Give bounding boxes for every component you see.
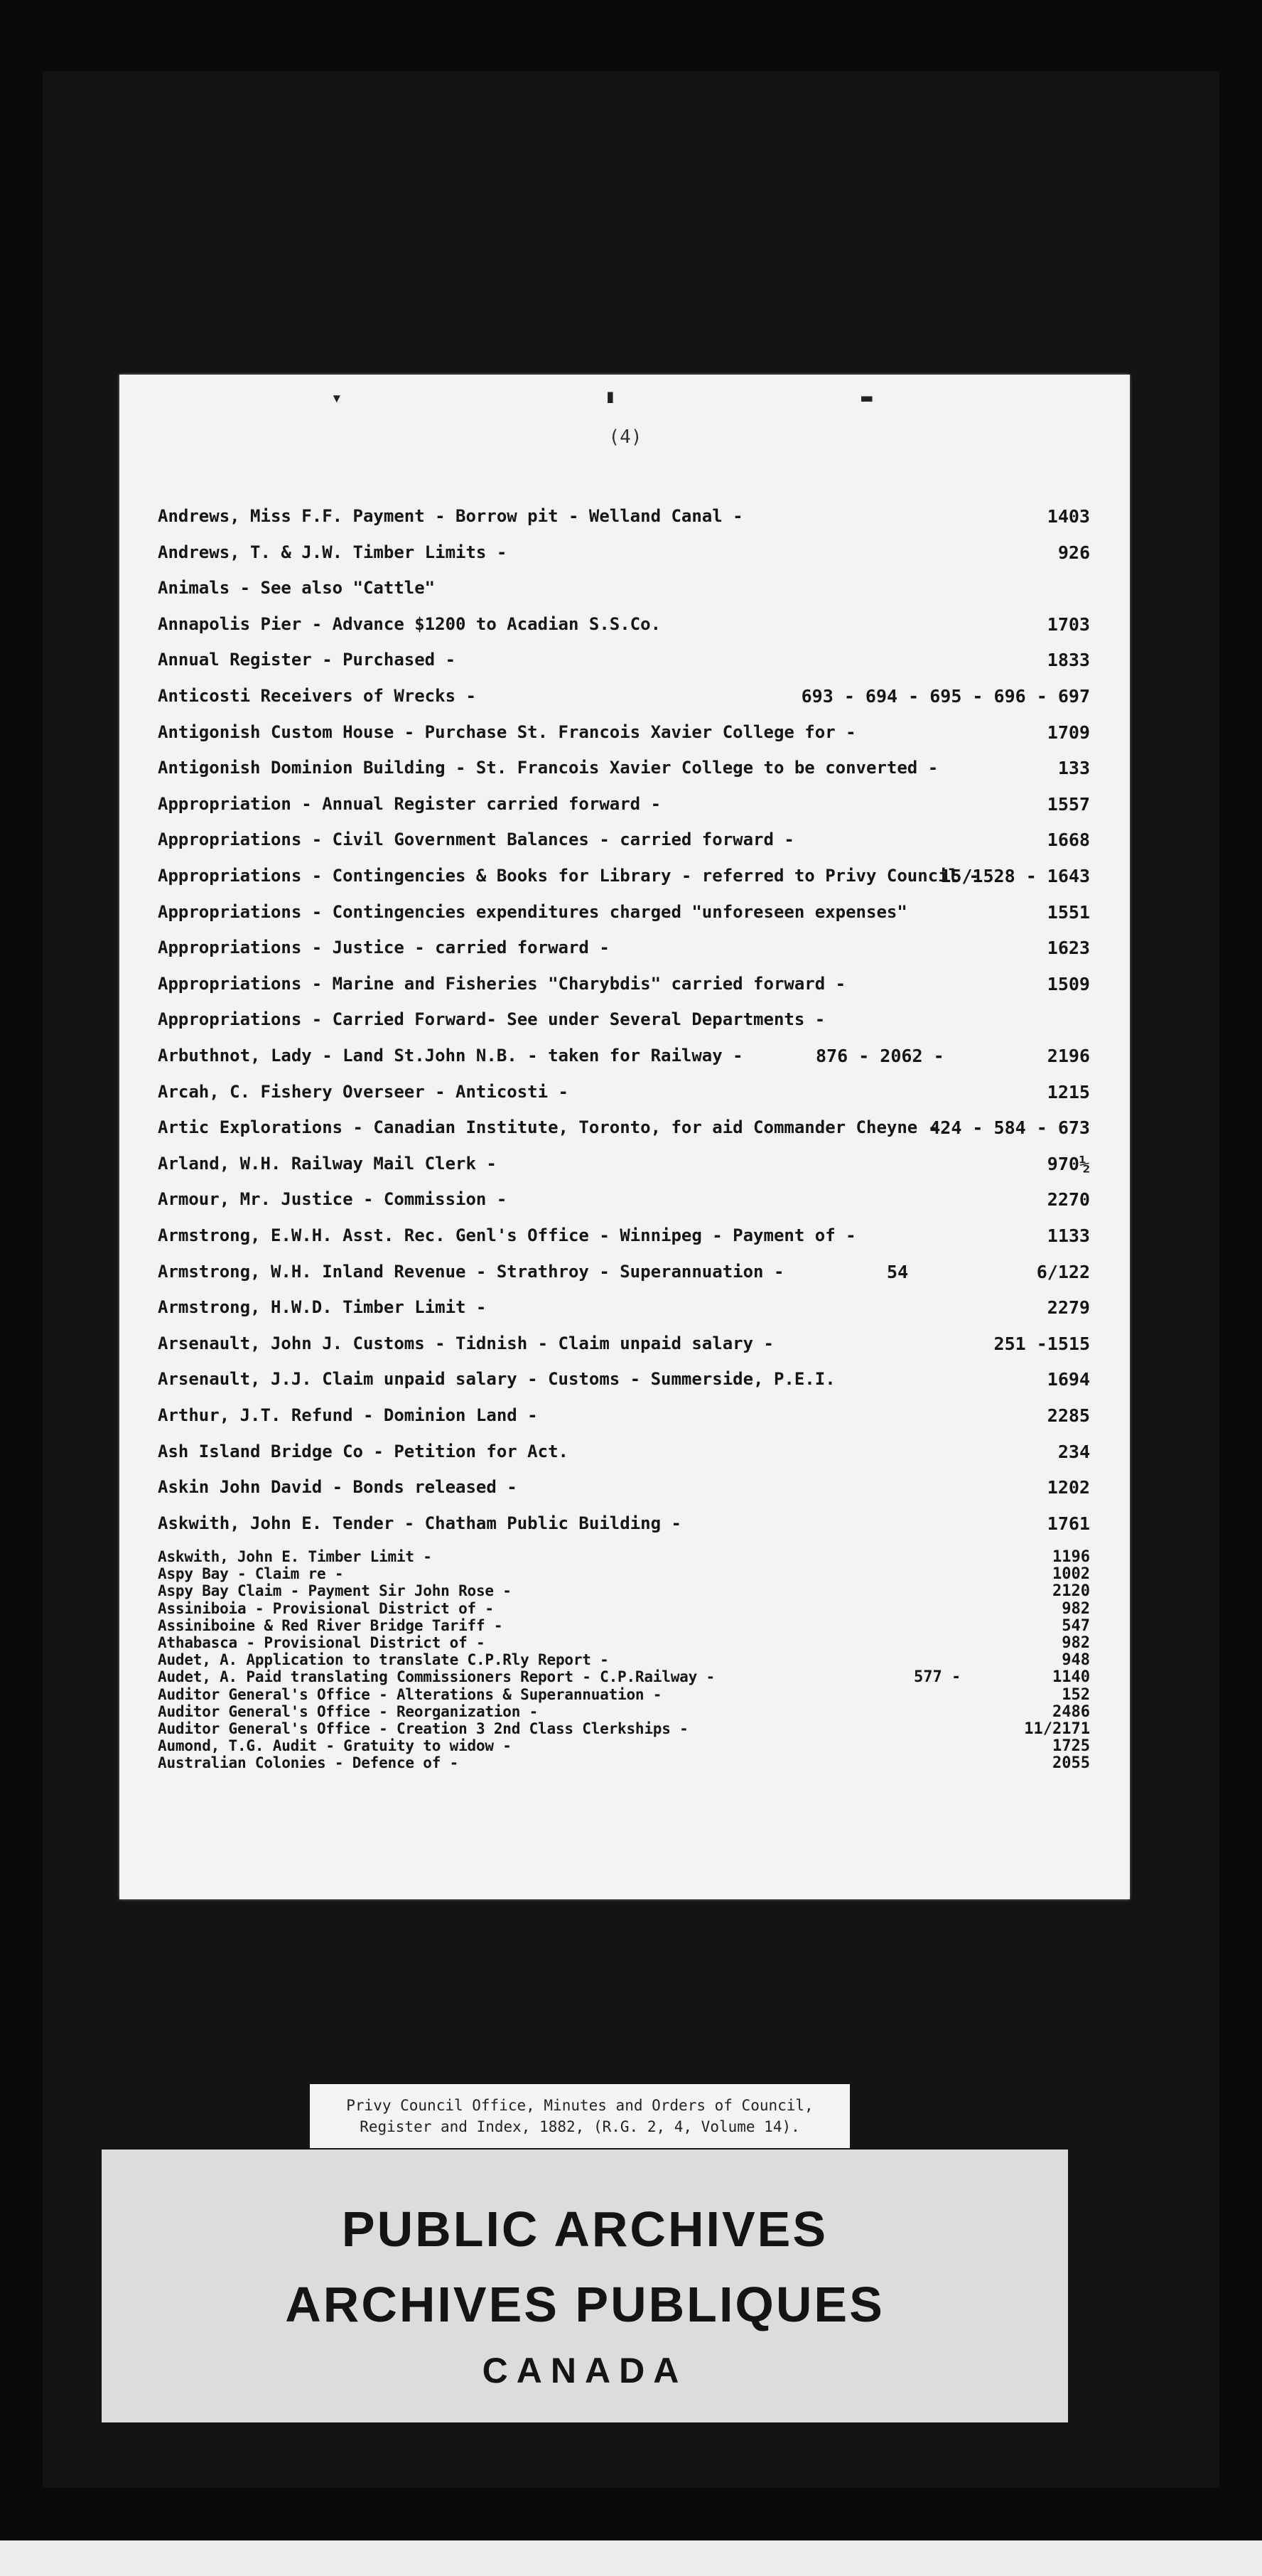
entry-subject: Annual Register - Purchased -	[158, 650, 456, 670]
entry-page-ref: 1133	[1047, 1225, 1090, 1246]
punch-mark: ▬	[861, 387, 873, 409]
entry-subject: Aspy Bay Claim - Payment Sir John Rose -	[158, 1582, 512, 1600]
entry-subject: Appropriations - Carried Forward- See under Several Departments -	[158, 1009, 826, 1030]
page-number: (4)	[608, 426, 642, 448]
entry-extra-pages: 577 -	[914, 1668, 961, 1687]
entry-extra-pages: 876 - 2062 -	[816, 1046, 944, 1066]
entry-subject: Aspy Bay - Claim re -	[158, 1565, 344, 1583]
entry-subject: Andrews, T. & J.W. Timber Limits -	[158, 542, 507, 562]
entry-page-ref: 1833	[1047, 650, 1090, 671]
entry-subject: Askin John David - Bonds released -	[158, 1477, 517, 1498]
entry-page-ref: 2196	[1047, 1046, 1090, 1066]
stamp-line-3: CANADA	[482, 2351, 688, 2390]
entry-page-ref: 2285	[1047, 1405, 1090, 1426]
entry-page-ref: 152	[1062, 1685, 1090, 1704]
entry-subject: Anticosti Receivers of Wrecks -	[158, 686, 476, 706]
entry-page-ref: 926	[1057, 542, 1090, 563]
archive-caption	[310, 2084, 850, 2148]
entry-page-ref: 1709	[1047, 721, 1090, 743]
entry-page-ref: 6/122	[1036, 1261, 1090, 1282]
entry-page-ref: 234	[1057, 1441, 1090, 1462]
entry-page-ref: 133	[1057, 758, 1090, 779]
entry-subject: Appropriations - Marine and Fisheries "Charybdis" carried forward -	[158, 973, 846, 994]
entry-subject: Audet, A. Paid translating Commissioners Report - C.P.Railway -	[158, 1668, 715, 1686]
entry-subject: Askwith, John E. Tender - Chatham Public Building -	[158, 1513, 681, 1533]
punch-mark: ▾	[331, 387, 343, 409]
entry-subject: Arland, W.H. Railway Mail Clerk -	[158, 1153, 497, 1174]
entry-page-ref: 2486	[1052, 1702, 1090, 1721]
entry-subject: Appropriations - Justice - carried forward -	[158, 938, 610, 958]
entry-subject: Artic Explorations - Canadian Institute, Toronto, for aid Commander Cheyne -	[158, 1117, 939, 1138]
entry-page-ref: 948	[1062, 1651, 1090, 1670]
bottom-strip	[0, 2540, 1262, 2576]
entry-subject: Askwith, John E. Timber Limit -	[158, 1548, 432, 1565]
caption-line-2: Register and Index, 1882, (R.G. 2, 4, Volume 14).	[360, 2118, 800, 2135]
entry-subject: Audet, A. Application to translate C.P.Rly Report -	[158, 1651, 609, 1669]
entry-page-ref: 251 -1515	[993, 1333, 1090, 1354]
entry-subject: Arsenault, John J. Customs - Tidnish - Claim unpaid salary -	[158, 1333, 774, 1353]
entry-page-ref: 2055	[1052, 1754, 1090, 1773]
entry-subject: Animals - See also "Cattle"	[158, 578, 436, 599]
entry-page-ref: 547	[1062, 1616, 1090, 1635]
entry-subject: Arthur, J.T. Refund - Dominion Land -	[158, 1405, 538, 1425]
entry-subject: Appropriations - Civil Government Balances - carried forward -	[158, 830, 794, 850]
entry-page-ref: 1703	[1047, 613, 1090, 635]
index-entries	[119, 0, 1130, 1919]
entry-page-ref: 982	[1062, 1634, 1090, 1652]
entry-page-ref: 11/2171	[1024, 1720, 1090, 1738]
entry-subject: Appropriations - Contingencies expenditures charged "unforeseen expenses"	[158, 901, 907, 922]
entry-page-ref: 1509	[1047, 973, 1090, 994]
entry-subject: Aumond, T.G. Audit - Gratuity to widow -	[158, 1737, 512, 1755]
entry-subject: Arcah, C. Fishery Overseer - Anticosti -	[158, 1081, 568, 1102]
stamp-line-1: PUBLIC ARCHIVES	[341, 2201, 829, 2257]
entry-subject: Australian Colonies - Defence of -	[158, 1754, 459, 1772]
entry-subject: Antigonish Dominion Building - St. Francois Xavier College to be converted -	[158, 758, 939, 778]
entry-page-ref: 970½	[1047, 1153, 1090, 1174]
entry-subject: Assiniboia - Provisional District of -	[158, 1599, 494, 1617]
entry-page-ref: 2120	[1052, 1582, 1090, 1601]
entry-subject: Arbuthnot, Lady - Land St.John N.B. - taken for Railway -	[158, 1046, 743, 1066]
entry-page-ref: 1403	[1047, 506, 1090, 527]
entry-subject: Appropriation - Annual Register carried forward -	[158, 793, 662, 814]
entry-page-ref: 1668	[1047, 830, 1090, 851]
entry-subject: Auditor General's Office - Creation 3 2nd Class Clerkships -	[158, 1720, 689, 1737]
entry-page-ref: 1202	[1047, 1477, 1090, 1498]
entry-page-ref: 2270	[1047, 1189, 1090, 1211]
entry-page-ref: 1551	[1047, 901, 1090, 923]
entry-subject: Assiniboine & Red River Bridge Tariff -	[158, 1616, 503, 1634]
entry-subject: Auditor General's Office - Alterations & Superannuation -	[158, 1685, 662, 1703]
stamp-line-2: ARCHIVES PUBLIQUES	[285, 2277, 885, 2332]
entry-page-ref: 2279	[1047, 1297, 1090, 1319]
entry-page-ref: 1557	[1047, 793, 1090, 815]
entry-page-ref: 15/1528 - 1643	[940, 866, 1090, 886]
entry-page-ref: 1623	[1047, 938, 1090, 959]
entry-subject: Auditor General's Office - Reorganization -	[158, 1702, 539, 1720]
entry-subject: Armstrong, W.H. Inland Revenue - Strathroy - Superannuation -	[158, 1261, 784, 1282]
entry-page-ref: 1761	[1047, 1513, 1090, 1534]
entry-subject: Armstrong, H.W.D. Timber Limit -	[158, 1297, 487, 1318]
entry-page-ref: 1002	[1052, 1565, 1090, 1584]
entry-page-ref: 1694	[1047, 1369, 1090, 1390]
entry-page-ref: 1140	[1052, 1668, 1090, 1687]
entry-page-ref: 1196	[1052, 1548, 1090, 1566]
punch-mark: ▮	[605, 386, 616, 407]
entry-subject: Annapolis Pier - Advance $1200 to Acadian S.S.Co.	[158, 613, 662, 634]
entry-subject: Arsenault, J.J. Claim unpaid salary - Customs - Summerside, P.E.I.	[158, 1369, 836, 1390]
entry-subject: Antigonish Custom House - Purchase St. Francois Xavier College for -	[158, 721, 856, 742]
archives-stamp	[102, 2150, 1068, 2422]
entry-page-ref: 424 - 584 - 673	[929, 1117, 1090, 1139]
entry-subject: Athabasca - Provisional District of -	[158, 1634, 485, 1651]
entry-subject: Andrews, Miss F.F. Payment - Borrow pit - Welland Canal -	[158, 506, 743, 526]
entry-page-ref: 982	[1062, 1599, 1090, 1618]
entry-extra-pages: 54	[887, 1261, 909, 1282]
entry-page-ref: 1215	[1047, 1081, 1090, 1102]
entry-subject: Armour, Mr. Justice - Commission -	[158, 1189, 507, 1210]
entry-page-ref: 1725	[1052, 1737, 1090, 1756]
entry-subject: Armstrong, E.W.H. Asst. Rec. Genl's Office - Winnipeg - Payment of -	[158, 1225, 856, 1245]
entry-page-ref: 693 - 694 - 695 - 696 - 697	[801, 686, 1090, 707]
entry-subject: Appropriations - Contingencies & Books for Library - referred to Privy Council -	[158, 866, 979, 886]
entry-subject: Ash Island Bridge Co - Petition for Act.	[158, 1441, 568, 1461]
caption-line-1: Privy Council Office, Minutes and Orders of Council,	[346, 2097, 814, 2114]
